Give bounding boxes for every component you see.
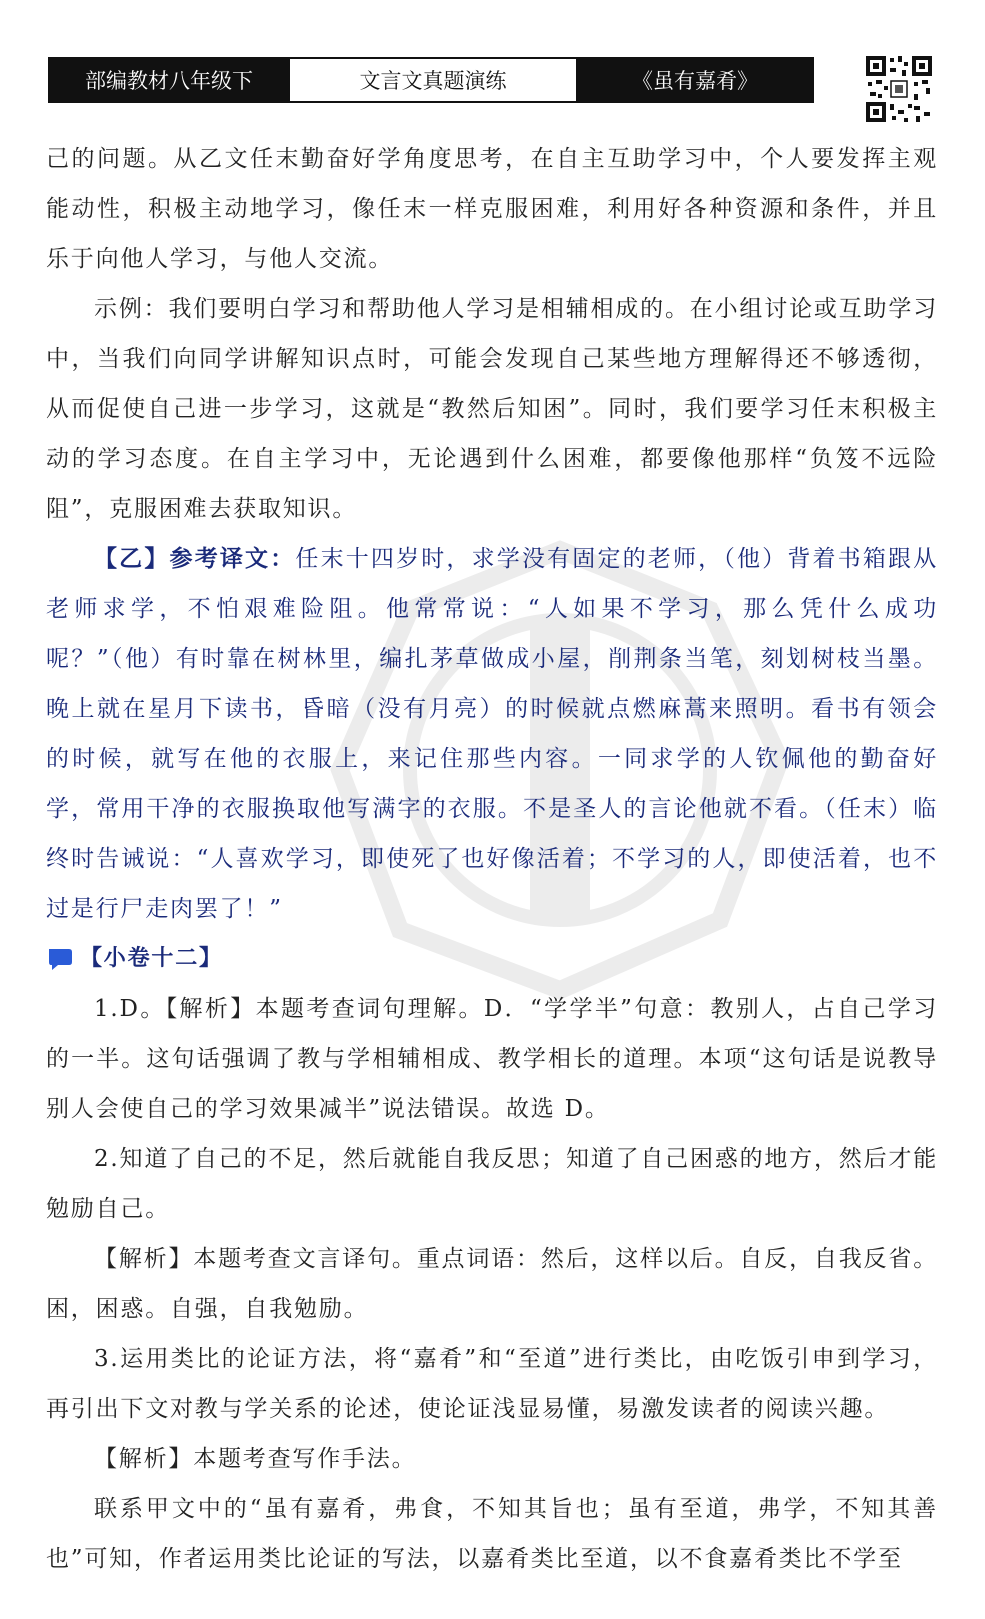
answer-1	[46, 984, 938, 1134]
header-title: 文言文真题演练	[288, 59, 578, 101]
answer-3: 3.运用类比的论证方法，将“嘉肴”和“至道”进行类比，由吃饭引申到学习，再引出下文对教与学关系的论述，使论证浅显易懂，易激发读者的阅读兴趣。	[46, 1346, 938, 1422]
header-bar	[48, 57, 814, 103]
answer-2-analysis	[46, 1234, 938, 1334]
paragraph-continuation: 己的问题。从乙文任末勤奋好学角度思考，在自主互助学习中，个人要发挥主观能动性，积极主动地学习，像任末一样克服困难，利用好各种资源和条件，并且乐于向他人学习，与他人交流。	[46, 146, 938, 272]
answer-2-analysis-text: 本题考查文言译句。重点词语：然后，这样以后。自反，自我反省。困，困惑。自强，自我勉励。	[46, 1246, 938, 1322]
answer-3-more: 联系甲文中的“虽有嘉肴，弗食，不知其旨也；虽有至道，弗学，不知其善也”可知，作者运用类比论证的写法，以嘉肴类比至道，以不食嘉肴类比不学至	[46, 1496, 938, 1572]
header-grade: 部编教材八年级下	[50, 59, 288, 101]
translation-text: 任末十四岁时，求学没有固定的老师，（他）背着书箱跟从老师求学，不怕艰难险阻。他常常说：“人如果不学习，那么凭什么成功呢？”（他）有时靠在树林里，编扎茅草做成小屋，削荆条当笔，刻划树枝当墨。晚上就在星月下读书，昏暗（没有月亮）的时候就点燃麻蒿来照明。看书有领会的时候，就写在他的衣服上，来记住那些内容。一同求学的人钦佩他的勤奋好学，常用干净的衣服换取他写满字的衣服。不是圣人的言论他就不看。（任末）临终时告诫说：“人喜欢学习，即使死了也好像活着；不学习的人，即使活着，也不过是行尸走肉罢了！”	[46, 546, 938, 922]
answer-3-tag: 【解析】	[94, 1446, 194, 1472]
answer-2: 2.知道了自己的不足，然后就能自我反思；知道了自己困惑的地方，然后才能勉励自己。	[46, 1146, 938, 1222]
answer-2-tag: 【解析】	[94, 1246, 194, 1272]
paragraph-example: 示例：我们要明白学习和帮助他人学习是相辅相成的。在小组讨论或互助学习中，当我们向同学讲解知识点时，可能会发现自己某些地方理解得还不够透彻，从而促使自己进一步学习，这就是“教然后知困”。同时，我们要学习任末积极主动的学习态度。在自主学习中，无论遇到什么困难，都要像他那样“负笈不远险阻”，克服困难去获取知识。	[46, 296, 938, 522]
answer-1-tag: 【解析】	[165, 996, 256, 1022]
answer-3-analysis-text: 本题考查写作手法。	[193, 1446, 417, 1472]
qr-code-icon	[864, 54, 934, 124]
section-title: 【小卷十二】	[80, 946, 223, 971]
answer-1-number: 1.D。	[94, 996, 166, 1022]
answer-1-text: 本题考查词句理解。D．“学学半”句意：教别人，占自己学习的一半。这句话强调了教与学相辅相成、教学相长的道理。本项“这句话是说教导别人会使自己的学习效果减半”说法错误。故选 D。	[46, 996, 939, 1122]
speech-bubble-icon	[46, 946, 74, 972]
header-lesson: 《虽有嘉肴》	[578, 59, 812, 101]
paragraph-translation	[46, 534, 938, 934]
section-heading	[46, 934, 938, 984]
translation-label: 【乙】参考译文：	[94, 545, 296, 572]
answer-3-analysis	[46, 1434, 938, 1484]
document-body	[46, 134, 938, 1584]
